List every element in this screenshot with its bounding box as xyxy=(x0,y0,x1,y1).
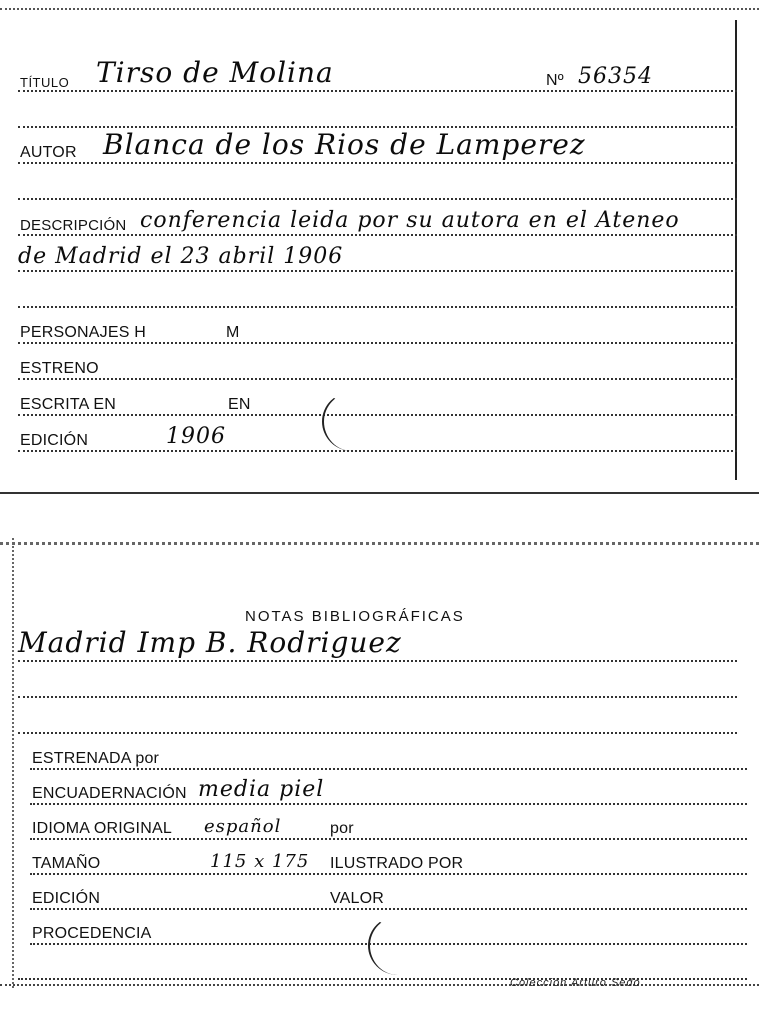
blank-line xyxy=(18,696,737,698)
descripcion-value-1: conferencia leida por su autora en el Ateneo xyxy=(140,208,680,233)
edicion-value: 1906 xyxy=(166,424,226,449)
edicion-back-label: EDICIÓN xyxy=(32,890,101,907)
edicion-label: EDICIÓN xyxy=(20,432,89,449)
autor-row xyxy=(18,128,737,164)
blank-line xyxy=(18,732,737,734)
personajes-row xyxy=(18,314,737,344)
valor-label: VALOR xyxy=(330,890,385,907)
descripcion-line xyxy=(18,234,737,236)
tamano-label: TAMAÑO xyxy=(32,855,101,872)
titulo-label: TÍTULO xyxy=(20,75,70,90)
estreno-label: ESTRENO xyxy=(20,360,99,377)
estreno-row xyxy=(18,350,737,380)
catalog-card-front xyxy=(0,0,759,500)
idioma-value: español xyxy=(204,816,282,837)
encuadernacion-value: media piel xyxy=(198,777,325,802)
edicion-back-row xyxy=(30,880,747,910)
idioma-por-label: por xyxy=(330,820,354,837)
edicion-back-line xyxy=(30,908,747,910)
card-bottom-edge xyxy=(0,984,759,986)
personajes-m-label: M xyxy=(226,324,240,341)
idioma-line xyxy=(30,838,747,840)
personajes-h-label: PERSONAJES H xyxy=(20,324,146,341)
descripcion-value-2: de Madrid el 23 abril 1906 xyxy=(18,244,344,269)
blank-row xyxy=(18,704,737,734)
autor-line xyxy=(18,162,737,164)
encuadernacion-label: ENCUADERNACIÓN xyxy=(32,785,187,802)
idioma-label: IDIOMA ORIGINAL xyxy=(32,820,172,837)
descripcion-row xyxy=(18,206,737,236)
estrenada-line xyxy=(30,768,747,770)
card-left-edge xyxy=(12,538,14,988)
number-label: Nº xyxy=(546,72,564,89)
encuadernacion-line xyxy=(30,803,747,805)
ilustrado-label: ILUSTRADO POR xyxy=(330,855,464,872)
autor-value: Blanca de los Rios de Lamperez xyxy=(103,128,586,161)
notas-row xyxy=(18,626,737,662)
tamano-row xyxy=(30,845,747,875)
personajes-line xyxy=(18,342,737,344)
card-top-edge xyxy=(0,8,759,16)
card-bottom-edge xyxy=(0,492,759,494)
titulo-row xyxy=(18,56,737,92)
encuadernacion-row xyxy=(30,775,747,805)
descripcion-label: DESCRIPCIÓN xyxy=(20,217,127,234)
blank-row xyxy=(18,98,737,128)
autor-label: AUTOR xyxy=(20,144,77,161)
idioma-row xyxy=(30,810,747,840)
titulo-line xyxy=(18,90,737,92)
estrenada-label: ESTRENADA por xyxy=(32,750,160,767)
procedencia-label: PROCEDENCIA xyxy=(32,925,152,942)
notas-heading: NOTAS BIBLIOGRÁFICAS xyxy=(245,608,465,625)
blank-row xyxy=(18,170,737,200)
blank-line xyxy=(18,198,737,200)
edicion-line xyxy=(18,450,737,452)
tamano-value: 115 x 175 xyxy=(210,851,310,872)
descripcion-row-2 xyxy=(18,242,737,272)
notas-line xyxy=(18,660,737,662)
estrenada-row xyxy=(30,740,747,770)
card-top-edge xyxy=(0,542,759,551)
descripcion-line-2 xyxy=(18,270,737,272)
blank-row xyxy=(18,668,737,698)
blank-row xyxy=(18,278,737,308)
titulo-value: Tirso de Molina xyxy=(96,56,334,89)
collection-credit: Colección Arturo Sedó xyxy=(510,977,641,989)
punch-hole-mark xyxy=(322,392,382,451)
estreno-line xyxy=(18,378,737,380)
punch-hole-mark xyxy=(368,916,428,975)
escrita-en-label: ESCRITA EN xyxy=(20,396,116,413)
tamano-line xyxy=(30,873,747,875)
blank-line xyxy=(18,306,737,308)
notas-value: Madrid Imp B. Rodriguez xyxy=(18,626,402,659)
escrita-en-2-label: EN xyxy=(228,396,251,413)
number-value: 56354 xyxy=(578,64,653,89)
